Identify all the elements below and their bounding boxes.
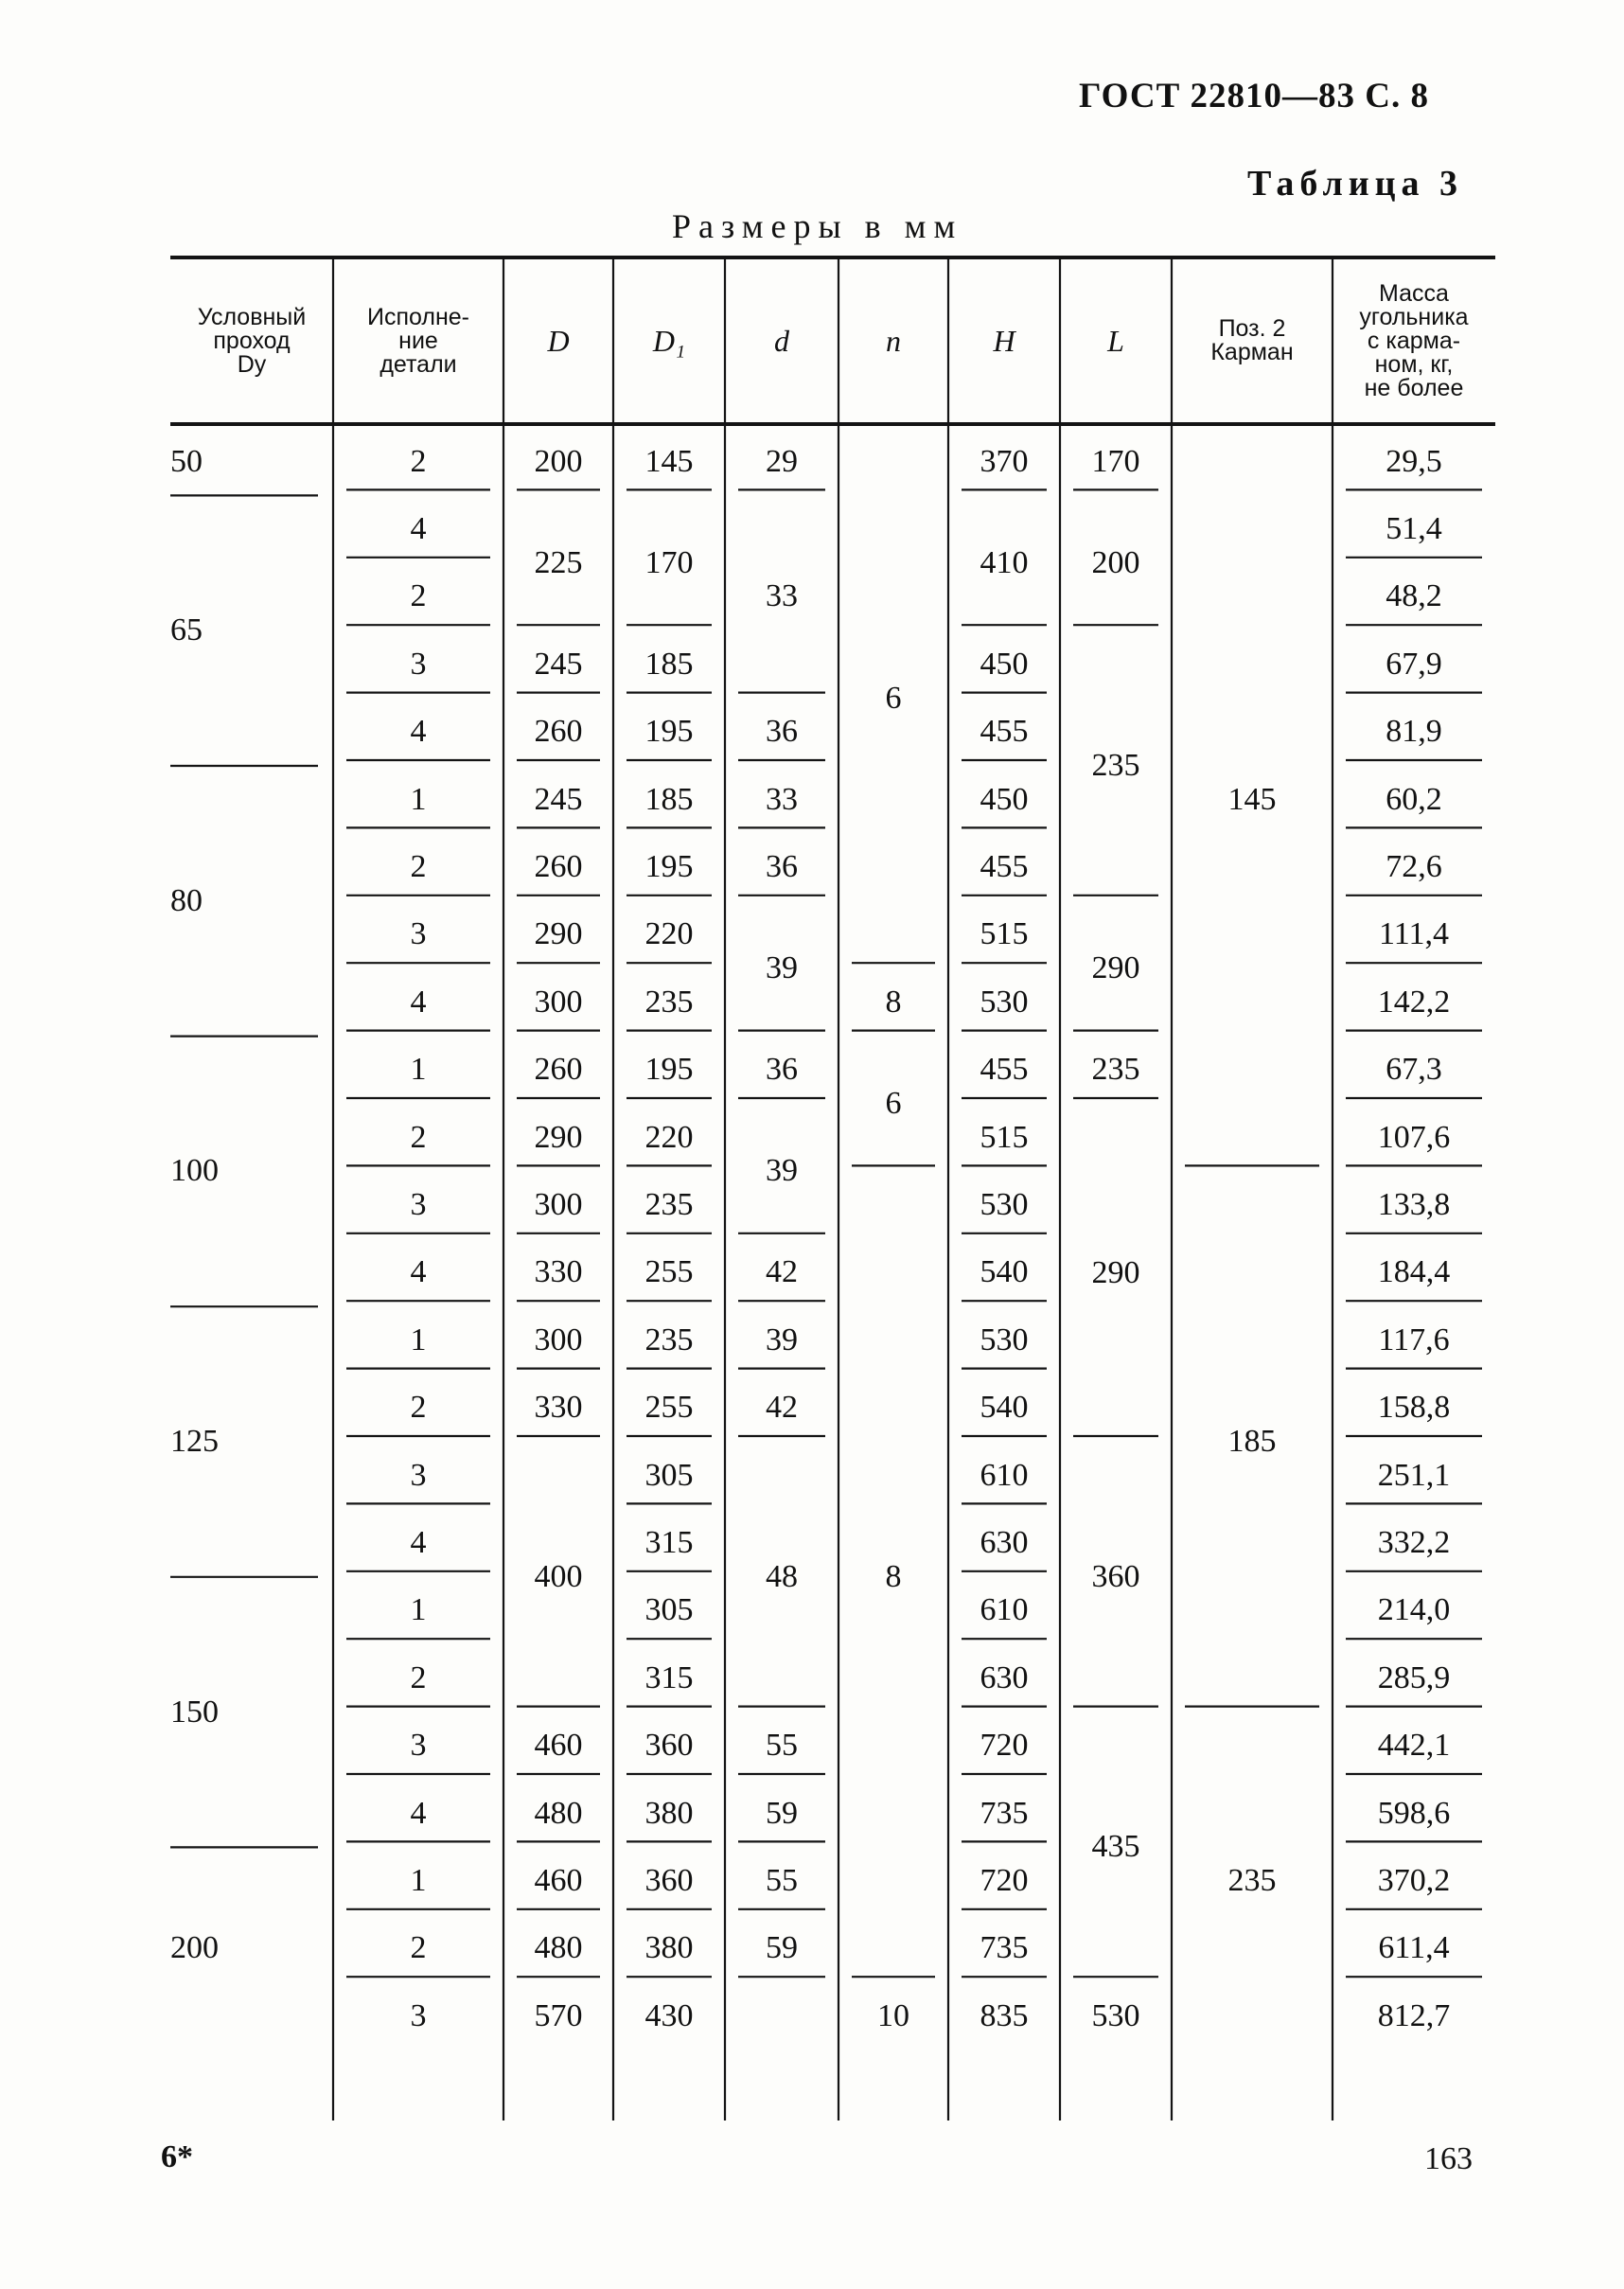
L-value: 435 [1091,1829,1140,1865]
header-H-label: H [993,324,1015,358]
D1-value: 195 [644,714,694,750]
D-value: 200 [534,443,583,479]
d-value: 59 [766,1930,798,1966]
n-value: 6 [885,680,902,716]
D1-value: 380 [644,1930,694,1966]
mass-value: 107,6 [1377,1119,1451,1155]
D-value: 570 [534,1997,583,2033]
mass-value: 442,1 [1377,1728,1451,1764]
D1-value: 235 [644,1322,694,1357]
mass-value: 598,6 [1377,1795,1451,1831]
H-value: 610 [980,1592,1029,1628]
mass-value: 332,2 [1377,1525,1451,1561]
d-value: 33 [766,578,798,614]
mass-value: 611,4 [1378,1930,1450,1966]
D-value: 300 [534,1322,583,1357]
header-L-label: L [1107,324,1124,358]
execution-value: 1 [410,1863,427,1899]
D-value: 225 [534,544,583,580]
D1-value: 235 [644,1187,694,1223]
execution-value: 3 [410,1728,427,1764]
nominal-bore-value: 150 [170,1694,219,1730]
H-value: 835 [980,1997,1029,2033]
H-value: 720 [980,1728,1029,1764]
D1-value: 380 [644,1795,694,1831]
execution-value: 4 [410,1795,427,1831]
H-value: 530 [980,984,1029,1020]
D-value: 330 [534,1254,583,1290]
d-value: 36 [766,714,798,750]
D1-value: 315 [644,1525,694,1561]
header-n-label: n [886,324,901,358]
mass-value: 117,6 [1378,1322,1450,1357]
H-value: 540 [980,1254,1029,1290]
mass-value: 812,7 [1377,1997,1451,2033]
nominal-bore-value: 125 [170,1423,219,1459]
D1-value: 220 [644,916,694,952]
mass-value: 72,6 [1386,849,1442,885]
mass-value: 111,4 [1379,916,1449,952]
footer-signature-mark: 6* [161,2139,193,2174]
D1-value: 195 [644,849,694,885]
execution-value: 1 [410,1322,427,1357]
header-nominal-bore [170,257,333,424]
header-d-small-label: d [774,324,789,358]
nominal-bore-value: 80 [170,882,203,918]
nominal-bore-value: 100 [170,1153,219,1189]
H-value: 735 [980,1930,1029,1966]
D-value: 460 [534,1728,583,1764]
d-value: 39 [766,1322,798,1357]
execution-value: 2 [410,1119,427,1155]
D-value: 245 [534,781,583,817]
H-value: 540 [980,1390,1029,1426]
header-D-label: D [547,324,570,358]
d-value: 48 [766,1558,798,1594]
d-value: 36 [766,1052,798,1088]
D-value: 290 [534,916,583,952]
n-value: 8 [885,1558,902,1594]
mass-value: 370,2 [1377,1863,1451,1899]
n-value: 8 [885,984,902,1020]
L-value: 200 [1091,544,1140,580]
execution-value: 3 [410,1997,427,2033]
D-value: 290 [534,1119,583,1155]
H-value: 515 [980,916,1029,952]
header-H [948,257,1060,424]
mass-value: 60,2 [1386,781,1442,817]
mass-value: 29,5 [1386,443,1442,479]
table-title: Таблица 3 [1247,164,1464,204]
D1-value: 315 [644,1659,694,1695]
H-value: 630 [980,1525,1029,1561]
execution-value: 2 [410,1930,427,1966]
execution-value: 4 [410,1525,427,1561]
d-value: 39 [766,1153,798,1189]
H-value: 450 [980,781,1029,817]
mass-value: 142,2 [1377,984,1451,1020]
L-value: 290 [1091,1254,1140,1290]
units-caption: Размеры в мм [672,207,963,245]
execution-value: 2 [410,1659,427,1695]
nominal-bore-value: 65 [170,612,203,648]
D-value: 300 [534,1187,583,1223]
execution-value: 2 [410,578,427,614]
L-value: 290 [1091,950,1140,986]
mass-value: 251,1 [1377,1457,1451,1493]
mass-value: 48,2 [1386,578,1442,614]
D-value: 260 [534,849,583,885]
H-value: 455 [980,714,1029,750]
mass-value: 158,8 [1377,1390,1451,1426]
header-execution [333,257,503,424]
D-value: 460 [534,1863,583,1899]
d-value: 29 [766,443,798,479]
D1-value: 185 [644,781,694,817]
D1-value: 255 [644,1254,694,1290]
L-value: 235 [1091,747,1140,783]
d-value: 33 [766,781,798,817]
d-value: 55 [766,1863,798,1899]
mass-value: 184,4 [1377,1254,1451,1290]
header-mass-label: Масса угольника с карма- ном, кг, не более [1359,279,1469,401]
d-value: 55 [766,1728,798,1764]
d-value: 59 [766,1795,798,1831]
L-value: 530 [1091,1997,1140,2033]
header-D1 [613,257,725,424]
mass-value: 214,0 [1377,1592,1451,1628]
page-number: 163 [1424,2141,1473,2176]
mass-value: 81,9 [1386,714,1442,750]
pocket-pos2-value: 145 [1227,781,1277,817]
H-value: 515 [980,1119,1029,1155]
D-value: 480 [534,1930,583,1966]
D1-value: 430 [644,1997,694,2033]
D1-value: 145 [644,443,694,479]
execution-value: 4 [410,1254,427,1290]
nominal-bore-value: 200 [170,1930,219,1966]
nominal-bore-value: 50 [170,443,203,479]
D1-value: 220 [644,1119,694,1155]
D1-value: 170 [644,544,694,580]
header-D [503,257,613,424]
standard-reference: ГОСТ 22810—83 С. 8 [1079,77,1429,115]
H-value: 720 [980,1863,1029,1899]
H-value: 455 [980,849,1029,885]
mass-value: 51,4 [1386,511,1442,547]
execution-value: 1 [410,1052,427,1088]
execution-value: 2 [410,443,427,479]
mass-value: 285,9 [1377,1659,1451,1695]
H-value: 530 [980,1187,1029,1223]
header-pos2-pocket-label: Поз. 2 Карман [1210,315,1294,365]
n-value: 10 [877,1997,909,2033]
D-value: 260 [534,1052,583,1088]
execution-value: 3 [410,646,427,682]
pocket-pos2-value: 235 [1227,1863,1277,1899]
H-value: 530 [980,1322,1029,1357]
D1-value: 360 [644,1863,694,1899]
D-value: 300 [534,984,583,1020]
d-value: 42 [766,1390,798,1426]
header-execution-label: Исполне- ние детали [367,303,469,378]
d-value: 39 [766,950,798,986]
D-value: 245 [534,646,583,682]
D-value: 330 [534,1390,583,1426]
D1-value: 305 [644,1457,694,1493]
D1-value: 185 [644,646,694,682]
L-value: 235 [1091,1052,1140,1088]
header-D1-label: D₁ [652,324,686,358]
mass-value: 133,8 [1377,1187,1451,1223]
H-value: 630 [980,1659,1029,1695]
mass-value: 67,9 [1386,646,1442,682]
execution-value: 3 [410,1187,427,1223]
execution-value: 4 [410,511,427,547]
execution-value: 2 [410,1390,427,1426]
header-n [838,257,948,424]
H-value: 410 [980,544,1029,580]
d-value: 42 [766,1254,798,1290]
header-d-small [725,257,838,424]
execution-value: 2 [410,849,427,885]
H-value: 455 [980,1052,1029,1088]
mass-value: 67,3 [1386,1052,1442,1088]
D1-value: 305 [644,1592,694,1628]
d-value: 36 [766,849,798,885]
L-value: 170 [1091,443,1140,479]
D-value: 480 [534,1795,583,1831]
D1-value: 255 [644,1390,694,1426]
D1-value: 195 [644,1052,694,1088]
D-value: 400 [534,1558,583,1594]
pocket-pos2-value: 185 [1227,1423,1277,1459]
execution-value: 4 [410,714,427,750]
header-L [1060,257,1172,424]
L-value: 360 [1091,1558,1140,1594]
D1-value: 235 [644,984,694,1020]
H-value: 610 [980,1457,1029,1493]
header-mass [1333,257,1495,424]
H-value: 735 [980,1795,1029,1831]
D1-value: 360 [644,1728,694,1764]
n-value: 6 [885,1085,902,1121]
execution-value: 3 [410,916,427,952]
execution-value: 1 [410,781,427,817]
header-nominal-bore-label: Условный проход Dу [197,303,307,378]
execution-value: 4 [410,984,427,1020]
H-value: 370 [980,443,1029,479]
H-value: 450 [980,646,1029,682]
execution-value: 1 [410,1592,427,1628]
header-pos2-pocket [1172,257,1333,424]
D-value: 260 [534,714,583,750]
execution-value: 3 [410,1457,427,1493]
